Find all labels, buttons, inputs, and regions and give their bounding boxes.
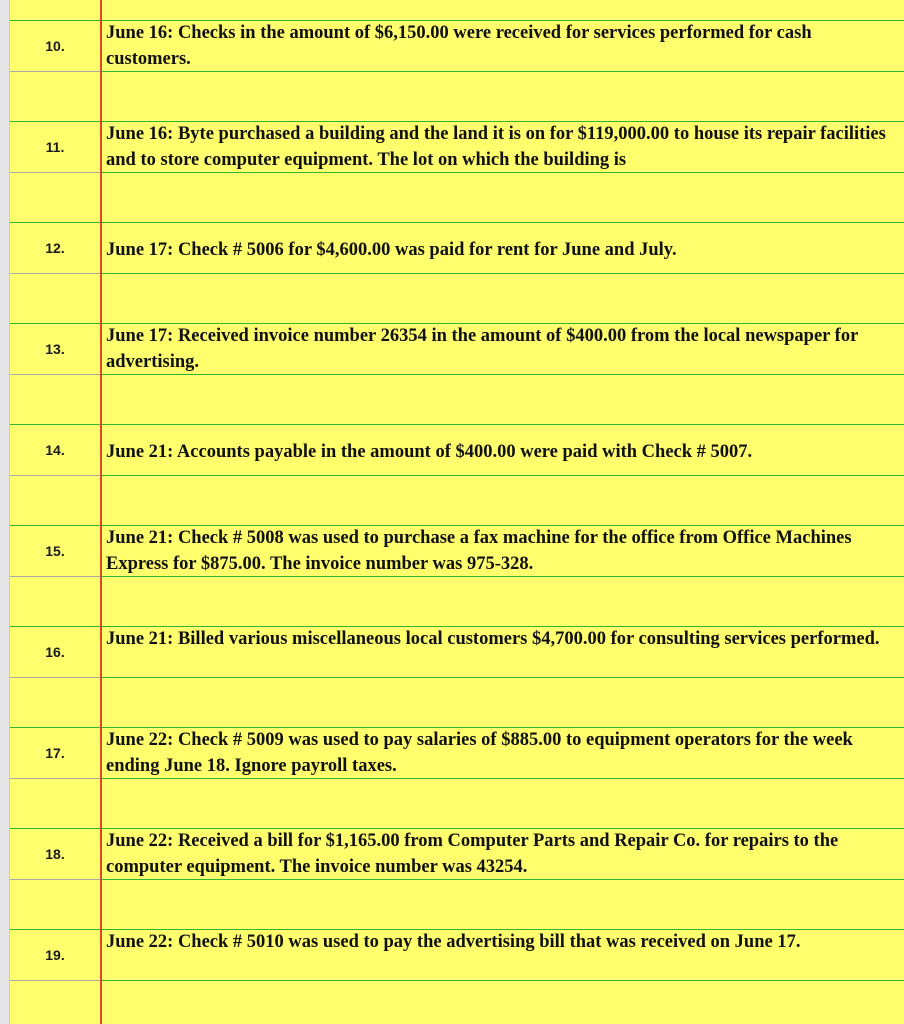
- entry-row: [10, 122, 904, 172]
- entry-number: 16.: [45, 644, 65, 660]
- grid-line: [10, 273, 904, 274]
- grid-line: [10, 677, 904, 678]
- entry-row: [10, 526, 904, 576]
- entry-text: June 16: Byte purchased a building and the land it is on for $119,000.00 to house its repair facilities and to store computer equipment. The lot on which the building is: [106, 124, 886, 170]
- entry-text: June 17: Received invoice number 26354 in the amount of $400.00 from the local newspaper for advertising.: [106, 326, 858, 372]
- entry-row: [10, 223, 904, 273]
- entry-row: [10, 829, 904, 879]
- grid-line: [10, 475, 904, 476]
- entry-text: June 22: Check # 5010 was used to pay the advertising bill that was received on June 17.: [106, 932, 801, 952]
- entry-text: June 22: Received a bill for $1,165.00 from Computer Parts and Repair Co. for repairs to the computer equipment. The invoice number was 43254.: [106, 831, 839, 877]
- entry-number: 10.: [45, 38, 65, 54]
- entry-number: 18.: [45, 846, 65, 862]
- entry-text: June 21: Check # 5008 was used to purchase a fax machine for the office from Office Machines Express for $875.00. The invoice number was 975-328.: [106, 528, 852, 574]
- entry-row: [10, 930, 904, 980]
- entry-number: 11.: [45, 139, 65, 155]
- entry-row: [10, 425, 904, 475]
- entry-row: [10, 627, 904, 677]
- entry-text: June 22: Check # 5009 was used to pay salaries of $885.00 to equipment operators for the week ending June 18. Ignore payroll taxes.: [106, 730, 853, 776]
- entry-text: June 16: Checks in the amount of $6,150.00 were received for services performed for cash customers.: [106, 23, 812, 69]
- entry-number: 17.: [45, 745, 65, 761]
- entry-text: June 21: Billed various miscellaneous local customers $4,700.00 for consulting services performed.: [106, 629, 880, 649]
- entry-row: [10, 21, 904, 71]
- entry-row: [10, 728, 904, 778]
- entry-text: June 21: Accounts payable in the amount of $400.00 were paid with Check # 5007.: [106, 442, 753, 462]
- entry-number: 15.: [45, 543, 65, 559]
- entry-text: June 17: Check # 5006 for $4,600.00 was paid for rent for June and July.: [106, 240, 677, 260]
- entry-number: 12.: [45, 240, 65, 256]
- entry-number: 19.: [45, 947, 65, 963]
- grid-line: [10, 980, 904, 981]
- entry-number: 13.: [45, 341, 65, 357]
- entry-row: [10, 324, 904, 374]
- entry-number: 14.: [45, 442, 65, 458]
- worksheet: [10, 0, 904, 1024]
- row-header-strip: [0, 0, 10, 1024]
